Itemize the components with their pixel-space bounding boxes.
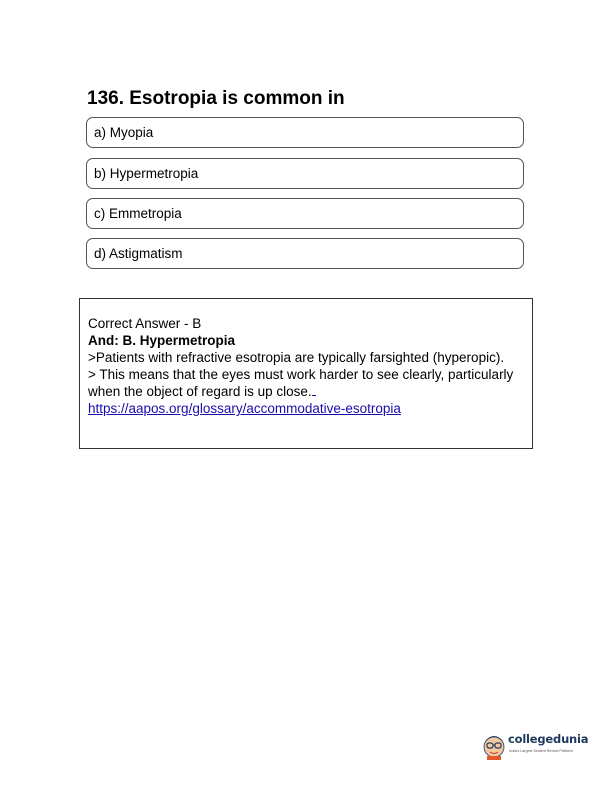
explanation-text-1: >Patients with refractive esotropia are typically farsighted (hyperopic). (88, 350, 505, 365)
logo-tagline: India's Largest Student Review Platform (509, 749, 573, 753)
reference-link[interactable]: https://aapos.org/glossary/accommodative-esotropia (88, 401, 401, 416)
correct-answer-text: Correct Answer - B (88, 316, 202, 331)
option-c[interactable]: c) Emmetropia (86, 198, 524, 229)
answer-box (79, 298, 533, 449)
mascot-icon (482, 730, 506, 760)
option-a[interactable]: a) Myopia (86, 117, 524, 148)
explanation-text-2-content: > This means that the eyes must work harder to see clearly, particularly when the object of regard is up close. (88, 367, 514, 399)
explanation-text-2 (88, 366, 524, 400)
answer-heading: And: B. Hypermetropia (88, 333, 236, 348)
option-b[interactable]: b) Hypermetropia (86, 158, 524, 189)
link-underline-fragment (312, 383, 316, 396)
question-title: 136. Esotropia is common in (87, 88, 345, 109)
option-d[interactable]: d) Astigmatism (86, 238, 524, 269)
collegedunia-logo (482, 728, 589, 762)
logo-name: collegedunia (508, 732, 589, 746)
